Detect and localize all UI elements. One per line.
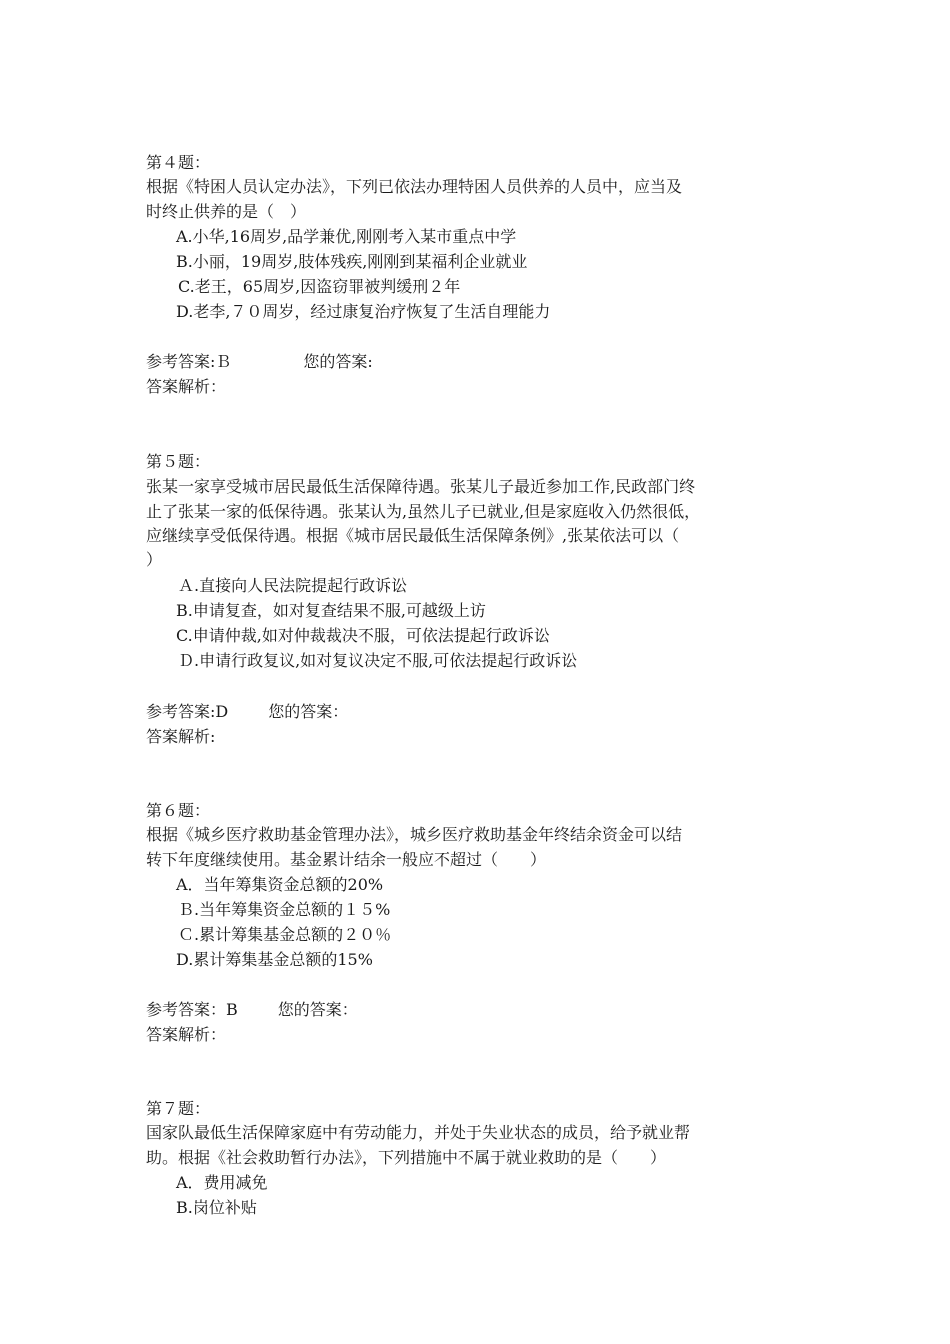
question-5-option-c: C.申请仲裁,如对仲裁裁决不服，可依法提起行政诉讼 xyxy=(176,626,550,645)
question-5-stem-line-2: 止了张某一家的低保待遇。张某认为,虽然儿子已就业,但是家庭收入仍然很低， xyxy=(146,502,701,521)
question-7-option-a: A．费用减免 xyxy=(176,1173,268,1192)
question-4-option-d: D.老李,７０周岁，经过康复治疗恢复了生活自理能力 xyxy=(176,302,551,321)
question-6-reference-answer: 参考答案：B xyxy=(146,1000,238,1019)
question-4-reference-answer: 参考答案:Ｂ xyxy=(146,352,232,371)
question-5-answer-line xyxy=(146,701,348,723)
question-4-answer-line xyxy=(146,351,373,373)
question-5-heading: 第５题： xyxy=(146,452,211,471)
question-5-your-answer: 您的答案： xyxy=(268,702,349,721)
question-4-heading: 第４题： xyxy=(146,153,211,172)
question-5-option-b: B.申请复查，如对复查结果不服,可越级上访 xyxy=(176,601,486,620)
question-7-stem-line-1: 国家队最低生活保障家庭中有劳动能力，并处于失业状态的成员，给予就业帮 xyxy=(146,1123,691,1142)
question-5-option-d: Ｄ.申请行政复议,如对复议决定不服,可依法提起行政诉讼 xyxy=(178,651,578,670)
question-5-stem-line-4: ） xyxy=(146,550,163,569)
question-6-answer-line xyxy=(146,999,358,1021)
question-5-analysis: 答案解析: xyxy=(146,727,216,746)
question-6-heading: 第６题： xyxy=(146,801,211,820)
question-4-your-answer: 您的答案: xyxy=(303,352,373,371)
question-4-stem-line-2: 时终止供养的是（ ） xyxy=(146,202,307,221)
question-6-your-answer: 您的答案： xyxy=(277,1000,358,1019)
question-4-option-a: A.小华,16周岁,品学兼优,刚刚考入某市重点中学 xyxy=(176,227,517,246)
question-4-stem-line-1: 根据《特困人员认定办法》，下列已依法办理特困人员供养的人员中，应当及 xyxy=(146,177,683,196)
question-6-option-c: Ｃ.累计筹集基金总额的２０％ xyxy=(178,925,392,944)
question-6-analysis: 答案解析： xyxy=(146,1025,227,1044)
question-7-stem-line-2: 助。根据《社会救助暂行办法》，下列措施中不属于就业救助的是（ ） xyxy=(146,1148,667,1167)
question-6-option-b: Ｂ.当年筹集资金总额的１５% xyxy=(178,900,391,919)
question-7-heading: 第７题： xyxy=(146,1099,211,1118)
question-4-analysis: 答案解析： xyxy=(146,377,227,396)
question-6-stem-line-2: 转下年度继续使用。基金累计结余一般应不超过（ ） xyxy=(146,850,547,869)
question-6-stem-line-1: 根据《城乡医疗救助基金管理办法》，城乡医疗救助基金年终结余资金可以结 xyxy=(146,825,683,844)
question-5-option-a: Ａ.直接向人民法院提起行政诉讼 xyxy=(178,576,408,595)
question-5-stem-line-1: 张某一家享受城市居民最低生活保障待遇。张某儿子最近参加工作,民政部门终 xyxy=(146,477,696,496)
question-6-option-a: A．当年筹集资金总额的20% xyxy=(176,875,384,894)
question-6-option-d: D.累计筹集基金总额的15% xyxy=(176,950,373,969)
question-4-option-b: B.小丽，19周岁,肢体残疾,刚刚到某福利企业就业 xyxy=(176,252,528,271)
question-4-option-c: C.老王，65周岁,因盗窃罪被判缓刑２年 xyxy=(178,277,461,296)
question-5-stem-line-3: 应继续享受低保待遇。根据《城市居民最低生活保障条例》,张某依法可以（ xyxy=(146,526,680,545)
question-7-option-b: B.岗位补贴 xyxy=(176,1198,257,1217)
question-5-reference-answer: 参考答案:D xyxy=(146,702,229,721)
